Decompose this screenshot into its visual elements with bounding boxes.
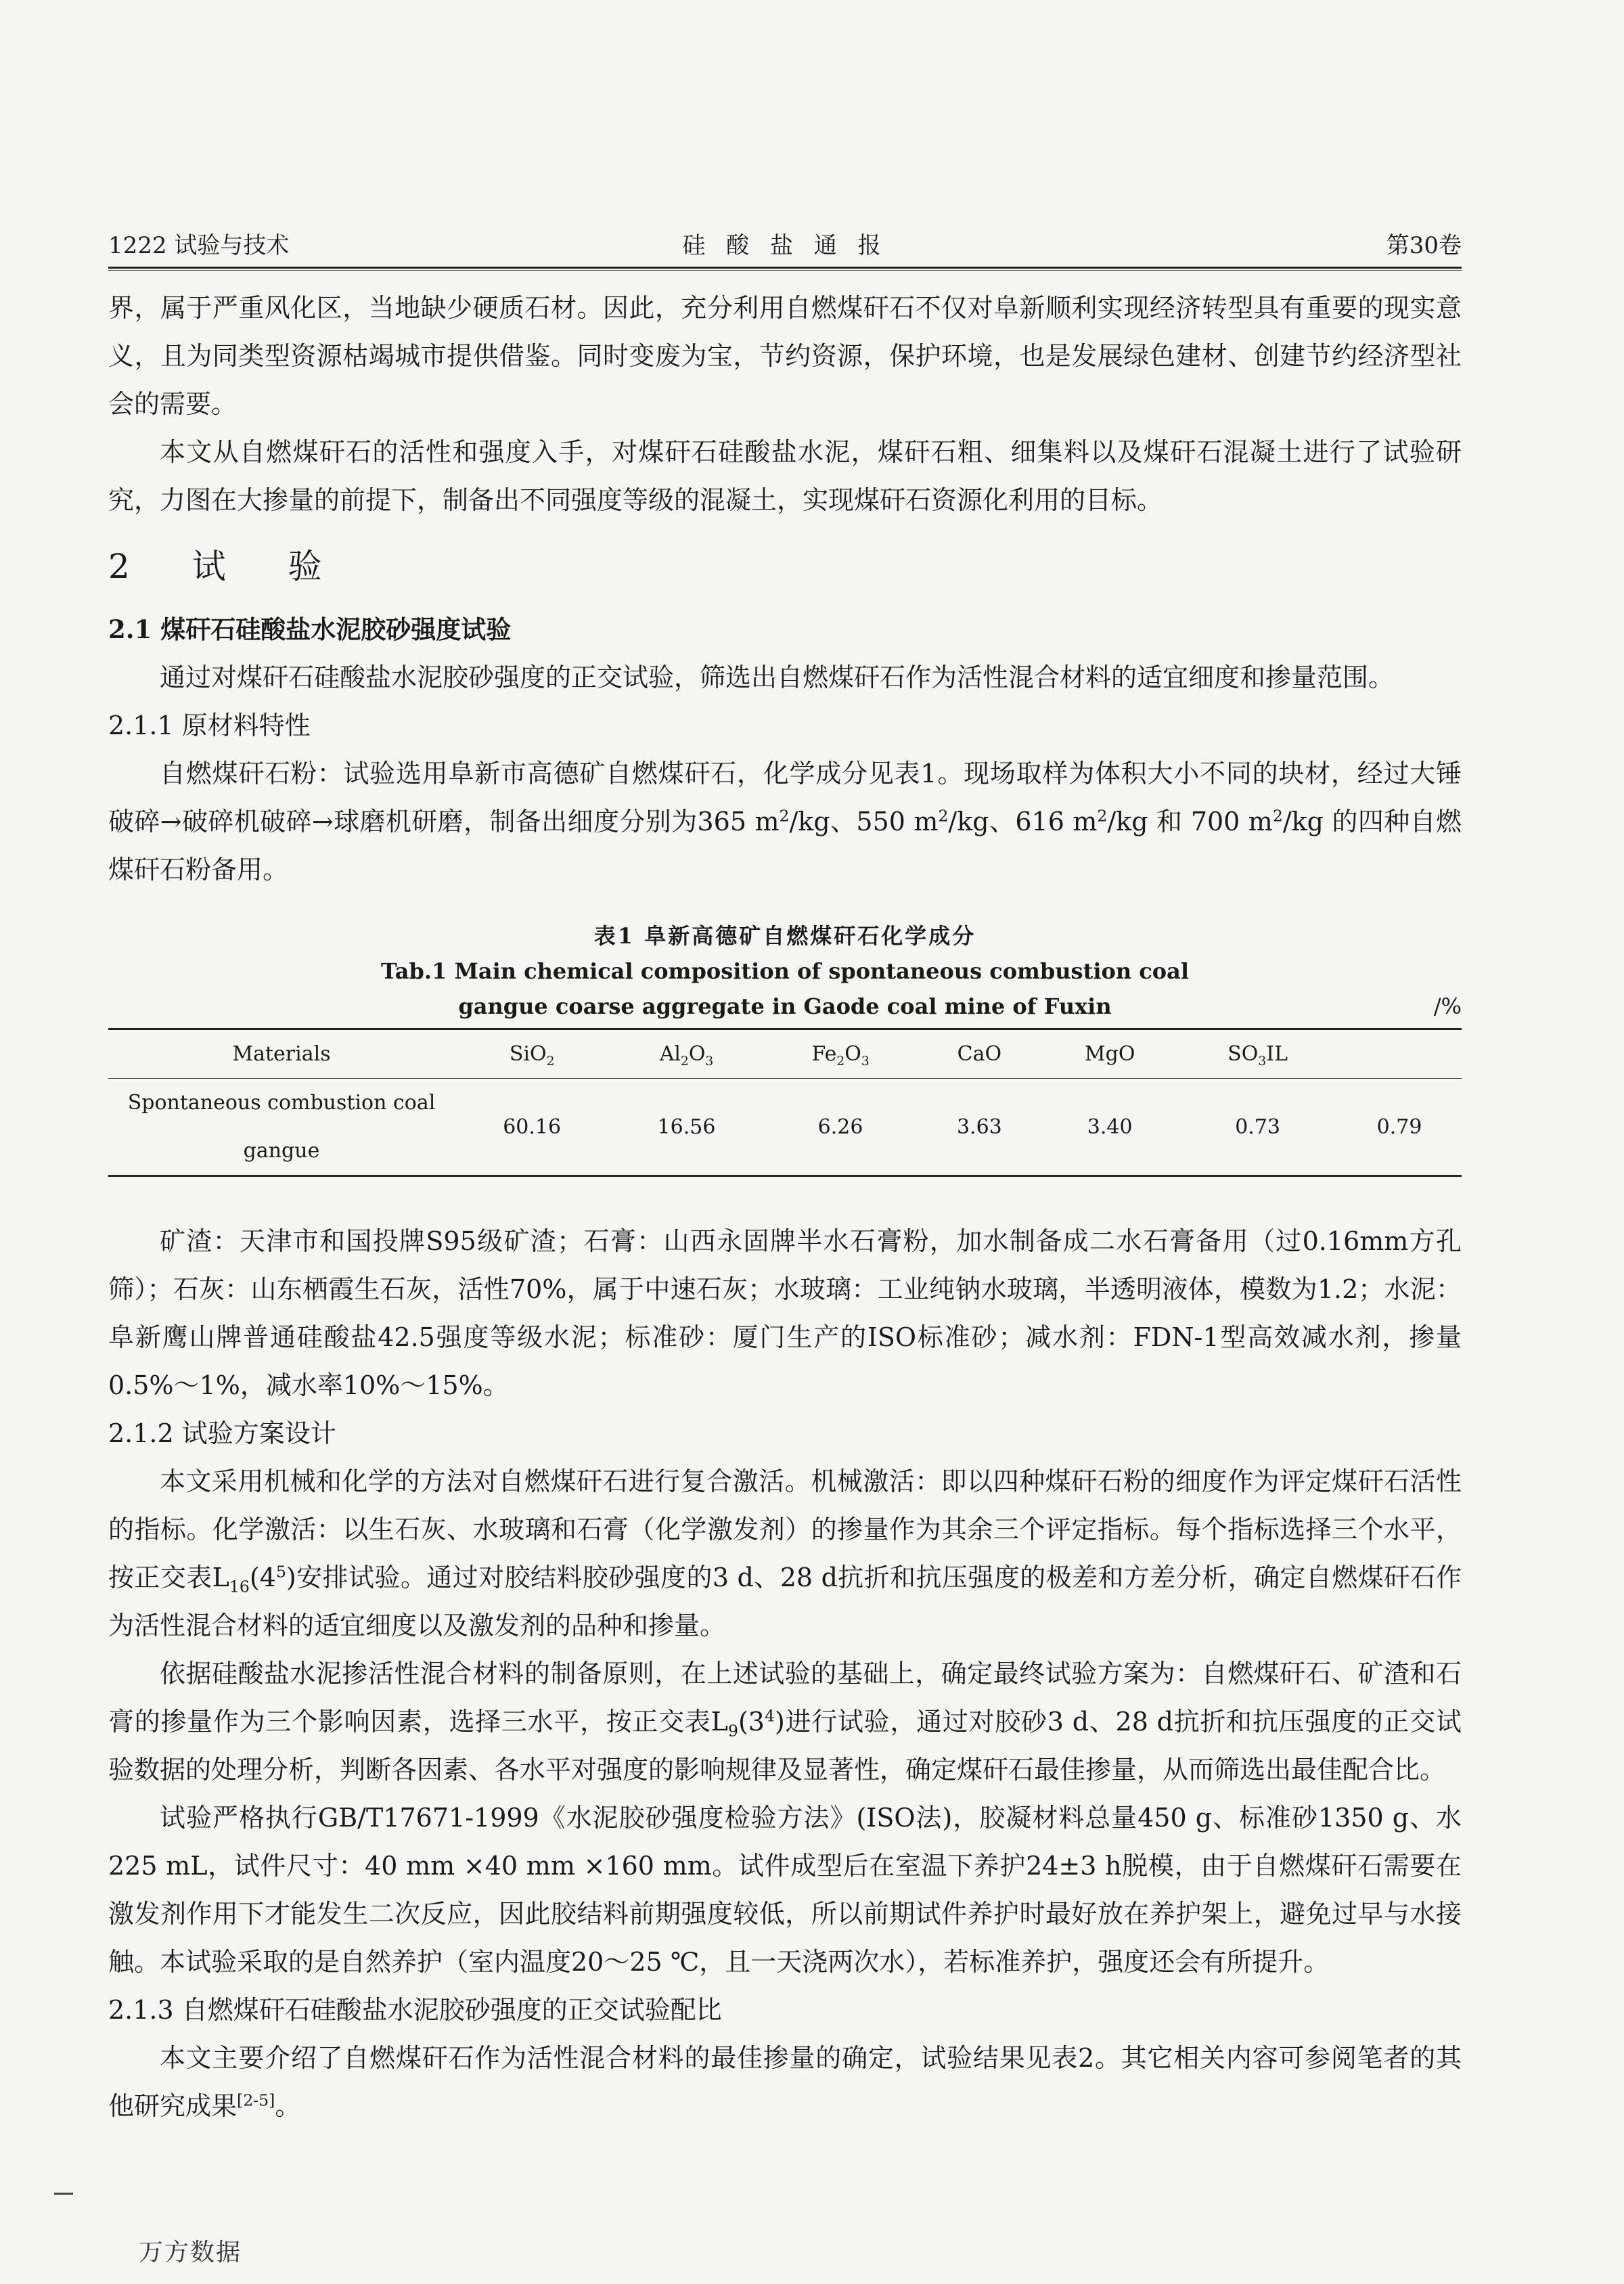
col-materials: Materials [232, 1042, 331, 1066]
table-unit: /% [1433, 993, 1462, 1019]
header-rule-thin [108, 270, 1462, 271]
table-caption-cn: 表1 阜新高德矿自燃煤矸石化学成分 [593, 923, 976, 949]
col-last [1337, 1029, 1462, 1079]
table-caption-en: Tab.1 Main chemical composition of spontaneous combustion coal [381, 958, 1189, 984]
composition-table [108, 1028, 1462, 1177]
subsection-heading: 2.1 煤矸石硅酸盐水泥胶砂强度试验 [108, 614, 512, 644]
cell-il: 0.79 [1376, 1115, 1422, 1139]
running-header [108, 227, 1462, 266]
paragraph: 本文从自燃煤矸石的活性和强度入手，对煤矸石硅酸盐水泥，煤矸石粗、细集料以及煤矸石混凝土进行了试验研究，力图在大掺量的前提下，制备出不同强度等级的混凝土，实现煤矸石资源化利用的目标。 [108, 437, 1462, 515]
table-row [108, 1079, 1462, 1176]
col-so3-il: $SO_3IL$ [1227, 1042, 1288, 1069]
cell-so3: 0.73 [1235, 1115, 1281, 1139]
cell-cao: 3.63 [956, 1115, 1002, 1139]
subsubsection-heading: 2.1.1 原材料特性 [108, 711, 311, 740]
journal-title: 硅 酸 盐 通 报 [682, 232, 888, 259]
paragraph: 本文主要介绍了自燃煤矸石作为活性混合材料的最佳掺量的确定，试验结果见表2。其它相关内容可参阅笔者的其他研究成果[2-5]。 [108, 2043, 1462, 2121]
paragraph: 试验严格执行GB/T17671-1999《水泥胶砂强度检验方法》(ISO法)，胶凝材料总量450 g、标准砂1350 g、水225 mL，试件尺寸：40 mm ×40 mm ×160 mm。试件成型后在室温下养护24±3 h脱模，由于自燃煤矸石需要在激发剂作用下才能发生二次反应，因此胶结料前期强度较低，所以前期试件养护时最好放在养护架上，避免过早与水接触。本试验采取的是自然养护（室内温度20～25 ℃，且一天浇两次水），若标准养护，强度还会有所提升。 [108, 1803, 1462, 1977]
table-header-row [108, 1029, 1462, 1079]
col-sio2: SiO$_2$ [509, 1042, 555, 1069]
paragraph: 依据硅酸盐水泥掺活性混合材料的制备原则，在上述试验的基础上，确定最终试验方案为：自燃煤矸石、矿渣和石膏的掺量作为三个影响因素，选择三水平，按正交表$L_9(3^4)$进行试验，通过对胶砂3 d、28 d抗折和抗压强度的正交试验数据的处理分析，判断各因素、各水平对强度的影响规律及显著性，确定煤矸石最佳掺量，从而筛选出最佳配合比。 [108, 1659, 1462, 1785]
citation: [2-5] [237, 2090, 275, 2110]
volume-label: 第30卷 [1386, 232, 1462, 259]
header-rule [108, 267, 1462, 269]
cell-sio2: 60.16 [503, 1115, 562, 1139]
col-cao: CaO [957, 1042, 1002, 1066]
section-heading: 2 试 验 [108, 547, 348, 586]
page-number-section: 1222 试验与技术 [108, 232, 290, 259]
subsubsection-heading: 2.1.2 试验方案设计 [108, 1418, 336, 1448]
cell-al2o3: 16.56 [657, 1115, 716, 1139]
paragraph: 界，属于严重风化区，当地缺少硬质石材。因此，充分利用自燃煤矸石不仅对阜新顺利实现经济转型具有重要的现实意义，且为同类型资源枯竭城市提供借鉴。同时变废为宝，节约资源，保护环境，也是发展绿色建材、创建节约经济型社会的需要。 [108, 293, 1462, 419]
source-watermark: 万方数据 [139, 2239, 242, 2266]
cell-material: Spontaneous combustion coal gangue [127, 1091, 436, 1163]
paragraph: 自燃煤矸石粉：试验选用阜新市高德矿自燃煤矸石，化学成分见表1。现场取样为体积大小不同的块材，经过大锤破碎→破碎机破碎→球磨机研磨，制备出细度分别为365 $m^2/kg$、550 $m^2/kg$、616 $m^2/kg$ 和 700 $m^2/kg$ 的四种自燃煤矸石粉备用。 [108, 759, 1462, 885]
col-al2o3: $Al_2O_3$ [659, 1042, 714, 1069]
article-body [108, 284, 1462, 2130]
subsubsection-heading: 2.1.3 自燃煤矸石硅酸盐水泥胶砂强度的正交试验配比 [108, 1995, 722, 2025]
table-caption-en-2: gangue coarse aggregate in Gaode coal mine of Fuxin /% [108, 989, 1462, 1024]
cell-mgo: 3.40 [1087, 1115, 1133, 1139]
col-fe2o3: $Fe_2O_3$ [811, 1042, 870, 1069]
footnote-dash [54, 2193, 73, 2195]
paragraph: 通过对煤矸石硅酸盐水泥胶砂强度的正交试验，筛选出自燃煤矸石作为活性混合材料的适宜细度和掺量范围。 [160, 663, 1395, 692]
cell-fe2o3: 6.26 [817, 1115, 863, 1139]
paragraph: 本文采用机械和化学的方法对自燃煤矸石进行复合激活。机械激活：即以四种煤矸石粉的细度作为评定煤矸石活性的指标。化学激活：以生石灰、水玻璃和石膏（化学激发剂）的掺量作为其余三个评定指标。每个指标选择三个水平，按正交表$L_{16}(4^5)$安排试验。通过对胶结料胶砂强度的3 d、28 d抗折和抗压强度的极差和方差分析，确定自燃煤矸石作为活性混合材料的适宜细度以及激发剂的品种和掺量。 [108, 1466, 1462, 1640]
paragraph: 矿渣：天津市和国投牌S95级矿渣；石膏：山西永固牌半水石膏粉，加水制备成二水石膏备用（过0.16mm方孔筛）；石灰：山东栖霞生石灰，活性70%，属于中速石灰；水玻璃：工业纯钠水玻璃，半透明液体，模数为1.2；水泥：阜新鹰山牌普通硅酸盐42.5强度等级水泥；标准砂：厦门生产的ISO标准砂；减水剂：FDN-1型高效减水剂，掺量0.5%～1%，减水率10%～15%。 [108, 1226, 1462, 1400]
col-mgo: MgO [1084, 1042, 1135, 1066]
